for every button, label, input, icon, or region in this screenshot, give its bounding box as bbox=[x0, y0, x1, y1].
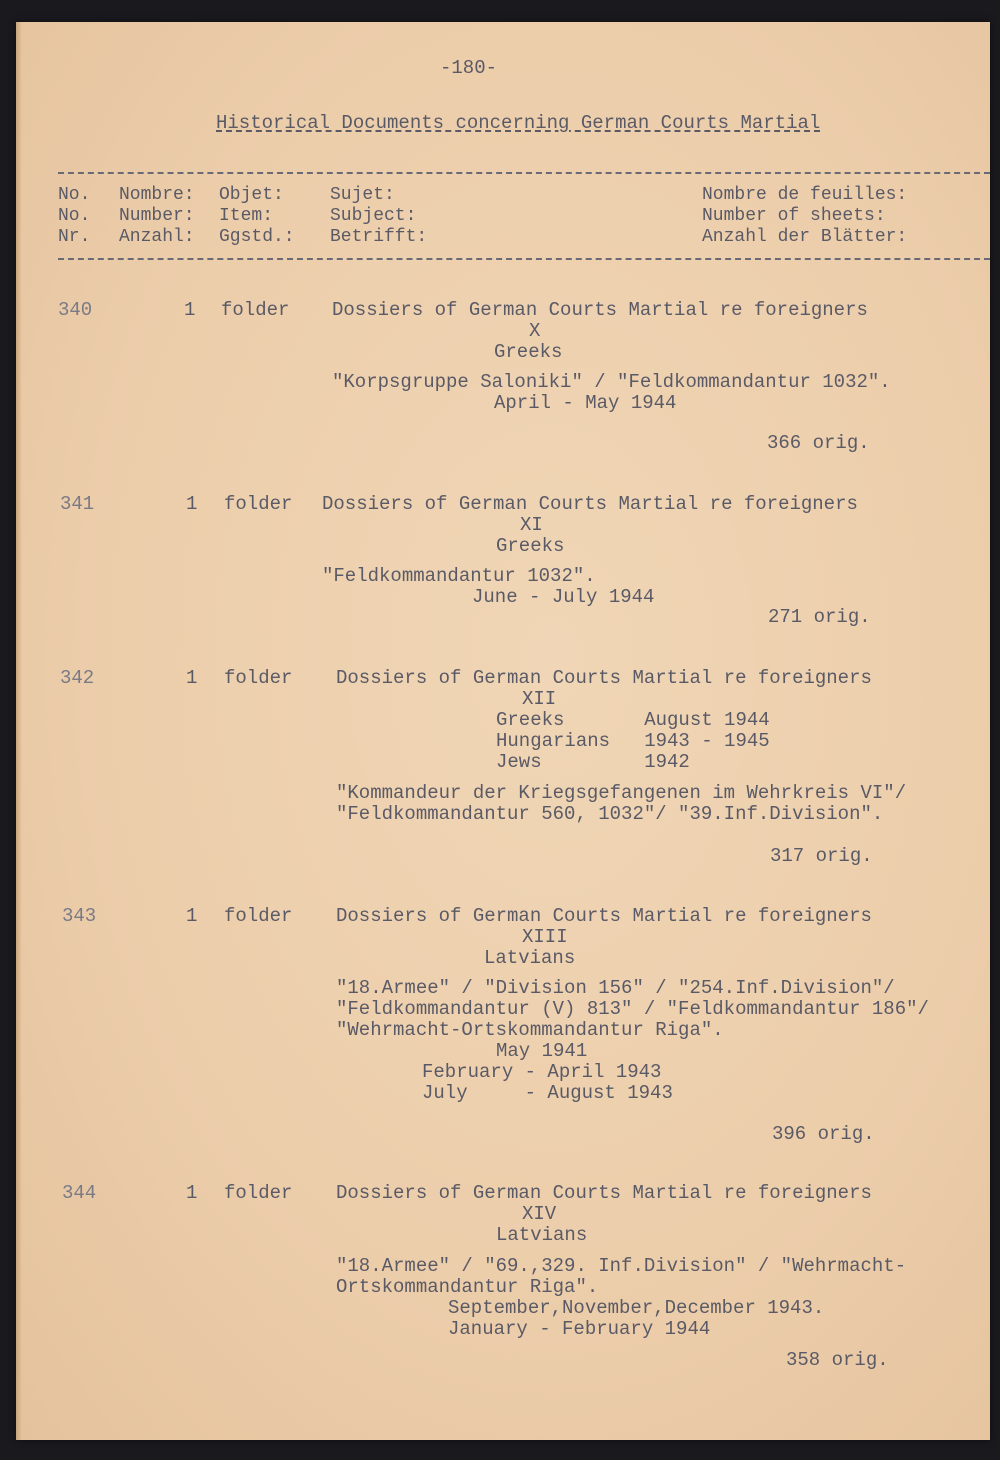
entry-number: 340 bbox=[58, 299, 93, 321]
entry-count: 1 bbox=[186, 905, 198, 927]
entry-subject-line: Dossiers of German Courts Martial re foreigners bbox=[336, 1182, 872, 1204]
entry-subject-line: "Kommandeur der Kriegsgefangenen im Wehrkreis VI"/ bbox=[336, 782, 907, 804]
entry-subject-line: XI bbox=[520, 514, 543, 536]
entry-subject-line: Greeks bbox=[494, 341, 563, 363]
entry-subject-line: Greeks bbox=[496, 535, 565, 557]
entry-subject-line: "18.Armee" / "69.,329. Inf.Division" / "Wehrmacht- bbox=[336, 1255, 907, 1277]
header-item-en: Item: bbox=[219, 206, 274, 226]
entry-sheets: 396 orig. bbox=[772, 1123, 875, 1145]
entry-subject-line: XIV bbox=[522, 1203, 557, 1225]
entry-sheets: 366 orig. bbox=[767, 432, 870, 454]
entry-subject-line: XII bbox=[522, 688, 557, 710]
header-sheets-de: Anzahl der Blätter: bbox=[702, 227, 908, 247]
entry-subject-line: Dossiers of German Courts Martial re foreigners bbox=[322, 493, 858, 515]
entry-number: 343 bbox=[62, 905, 97, 927]
header-count-fr: Nombre: bbox=[119, 185, 195, 205]
entry-subject-line: "Wehrmacht-Ortskommandantur Riga". bbox=[336, 1019, 724, 1041]
entry-subject-line: September,November,December 1943. bbox=[448, 1297, 825, 1319]
entry-subject-line: X bbox=[529, 320, 541, 342]
header-no-fr: No. bbox=[58, 185, 91, 205]
header-bottom-rule bbox=[58, 258, 990, 260]
entry-subject-line: XIII bbox=[522, 926, 568, 948]
entry-subject-line: June - July 1944 bbox=[472, 586, 655, 608]
page-number: -180- bbox=[440, 57, 498, 79]
entry-subject-line: Ortskommandantur Riga". bbox=[336, 1276, 599, 1298]
header-subject-de: Betrifft: bbox=[330, 227, 428, 247]
header-sheets-en: Number of sheets: bbox=[702, 206, 886, 226]
entry-subject-line: Dossiers of German Courts Martial re foreigners bbox=[332, 299, 868, 321]
entry-item: folder bbox=[224, 667, 293, 689]
entry-subject-line: May 1941 bbox=[496, 1040, 588, 1062]
entry-item: folder bbox=[224, 905, 293, 927]
header-count-en: Number: bbox=[119, 206, 195, 226]
entry-subject-line: Dossiers of German Courts Martial re foreigners bbox=[336, 667, 872, 689]
header-item-de: Ggstd.: bbox=[219, 227, 295, 247]
header-count-de: Anzahl: bbox=[119, 227, 195, 247]
entry-number: 342 bbox=[60, 667, 95, 689]
entry-count: 1 bbox=[184, 299, 196, 321]
header-top-rule bbox=[58, 172, 990, 174]
entry-subject-line: Jews 1942 bbox=[496, 751, 690, 773]
page-title: Historical Documents concerning German Courts Martial bbox=[216, 112, 821, 134]
entry-subject-line: January - February 1944 bbox=[448, 1318, 711, 1340]
entry-subject-line: April - May 1944 bbox=[494, 392, 677, 414]
entry-subject-line: Greeks August 1944 bbox=[496, 709, 770, 731]
header-subject-fr: Sujet: bbox=[330, 185, 395, 205]
entry-subject-line: "18.Armee" / "Division 156" / "254.Inf.Division"/ bbox=[336, 977, 895, 999]
document-page bbox=[16, 22, 990, 1440]
entry-sheets: 317 orig. bbox=[770, 845, 873, 867]
header-item-fr: Objet: bbox=[219, 185, 284, 205]
entry-subject-line: Latvians bbox=[496, 1224, 588, 1246]
entry-count: 1 bbox=[186, 1182, 198, 1204]
entry-sheets: 271 orig. bbox=[768, 606, 871, 628]
entry-subject-line: February - April 1943 bbox=[422, 1061, 662, 1083]
header-no-de: Nr. bbox=[58, 227, 91, 247]
entry-subject-line: "Feldkommandantur 1032". bbox=[322, 565, 596, 587]
entry-item: folder bbox=[221, 299, 290, 321]
header-no-en: No. bbox=[58, 206, 91, 226]
entry-item: folder bbox=[224, 1182, 293, 1204]
header-sheets-fr: Nombre de feuilles: bbox=[702, 185, 908, 205]
entry-item: folder bbox=[224, 493, 293, 515]
entry-subject-line: "Korpsgruppe Saloniki" / "Feldkommandantur 1032". bbox=[332, 371, 891, 393]
entry-subject-line: Hungarians 1943 - 1945 bbox=[496, 730, 770, 752]
entry-subject-line: "Feldkommandantur (V) 813" / "Feldkommandantur 186"/ bbox=[336, 998, 929, 1020]
entry-subject-line: "Feldkommandantur 560, 1032"/ "39.Inf.Division". bbox=[336, 803, 884, 825]
entry-count: 1 bbox=[186, 667, 198, 689]
header-subject-en: Subject: bbox=[330, 206, 417, 226]
entry-number: 344 bbox=[62, 1182, 97, 1204]
entry-sheets: 358 orig. bbox=[786, 1349, 889, 1371]
entry-subject-line: Latvians bbox=[484, 947, 576, 969]
entry-number: 341 bbox=[60, 493, 95, 515]
entry-subject-line: Dossiers of German Courts Martial re foreigners bbox=[336, 905, 872, 927]
entry-subject-line: July - August 1943 bbox=[422, 1082, 673, 1104]
entry-count: 1 bbox=[186, 493, 198, 515]
